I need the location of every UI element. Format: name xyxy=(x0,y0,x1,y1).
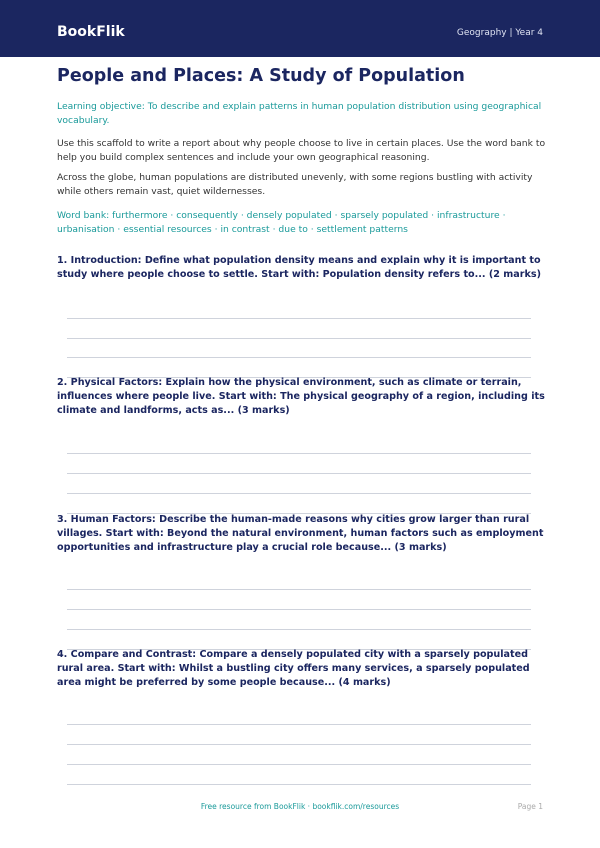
answer-line[interactable] xyxy=(67,589,531,590)
answer-line[interactable] xyxy=(67,784,531,785)
word-bank: Word bank: furthermore · consequently · densely populated · sparsely populated · infrastructure · urbanisation · essential resources · in contrast · due to · settlement patterns xyxy=(57,210,506,235)
answer-line[interactable] xyxy=(67,724,531,725)
subject-label: Geography | Year 4 xyxy=(456,28,543,38)
answer-line[interactable] xyxy=(67,453,531,454)
page-header xyxy=(0,0,600,57)
answer-line[interactable] xyxy=(67,473,531,474)
question-3: 3. Human Factors: Describe the human-made reasons why cities grow larger than rural villages. Start with: Beyond the natural environment, human factors such as employment opportunities and infrastructure play a crucial role because... (3 marks) xyxy=(57,514,544,553)
intro-paragraph-2: Across the globe, human populations are distributed unevenly, with some regions bustling with activity while others remain vast, quiet wildernesses. xyxy=(57,172,533,197)
question-4: 4. Compare and Contrast: Compare a densely populated city with a sparsely populated rural area. Start with: Whilst a bustling city offers many services, a sparsely populated area might be preferred by some people because... (4 marks) xyxy=(57,649,530,688)
footer-resource-link[interactable]: Free resource from BookFlik · bookflik.com/resources xyxy=(200,802,400,811)
answer-line[interactable] xyxy=(67,318,531,319)
answer-line[interactable] xyxy=(67,609,531,610)
page-title: People and Places: A Study of Population xyxy=(57,66,465,86)
answer-line[interactable] xyxy=(67,744,531,745)
page-number: Page 1 xyxy=(517,802,543,811)
learning-objective: Learning objective: To describe and explain patterns in human population distribution using geographical vocabulary. xyxy=(57,101,542,126)
question-2: 2. Physical Factors: Explain how the physical environment, such as climate or terrain, influences where people live. Start with: The physical geography of a region, including its climate and landforms, acts as... (3 marks) xyxy=(57,377,545,416)
brand-logo-text: BookFlik xyxy=(57,24,125,40)
answer-line[interactable] xyxy=(67,629,531,630)
intro-paragraph-1: Use this scaffold to write a report about why people choose to live in certain places. Use the word bank to help you build complex sentences and include your own geographical reasoning. xyxy=(57,138,546,163)
question-1: 1. Introduction: Define what population density means and explain why it is important to study where people choose to settle. Start with: Population density refers to... (2 marks) xyxy=(57,255,541,280)
answer-line[interactable] xyxy=(67,338,531,339)
answer-line[interactable] xyxy=(67,493,531,494)
answer-line[interactable] xyxy=(67,357,531,358)
answer-line[interactable] xyxy=(67,764,531,765)
